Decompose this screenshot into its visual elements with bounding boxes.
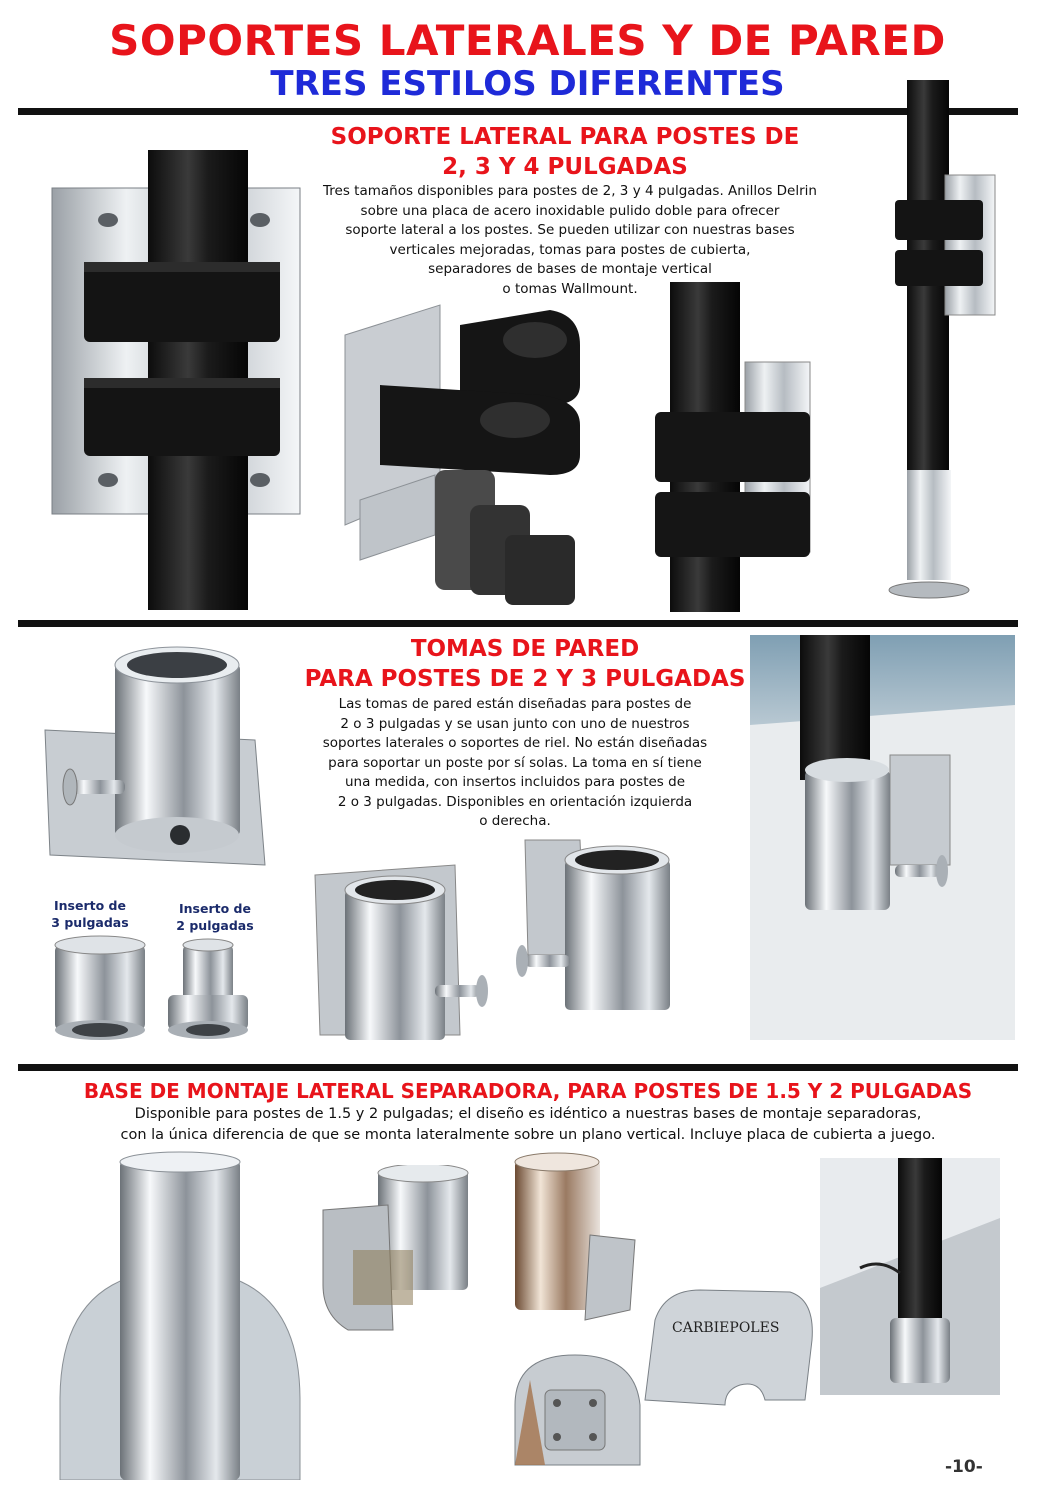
section2-line: para soportar un poste por sí solas. La toma en sí tiene xyxy=(328,754,702,771)
photo-side-bracket-front xyxy=(40,150,320,610)
photo-insert-3 xyxy=(45,935,155,1045)
page-title: SOPORTES LATERALES Y DE PARED xyxy=(109,16,946,65)
insert-2-label-line1: Inserto de xyxy=(179,901,251,916)
section2-line: o derecha. xyxy=(479,813,551,829)
photo-insert-2 xyxy=(158,935,258,1045)
section2-description xyxy=(280,695,750,832)
cover-plate-logo: CARBIEPOLES xyxy=(672,1320,780,1336)
photo-wall-socket-in-use xyxy=(750,635,1015,1040)
photo-side-mount-base xyxy=(55,1150,305,1480)
photo-side-mount-angled xyxy=(318,1165,483,1340)
section3-description xyxy=(18,1104,1038,1146)
section1-title-line2: 2, 3 Y 4 PULGADAS xyxy=(442,154,688,180)
photo-bracket-on-pole xyxy=(655,282,825,612)
section2-line: 2 o 3 pulgadas. Disponibles en orientación izquierda xyxy=(337,793,693,810)
section1-line: soporte lateral a los postes. Se pueden utilizar con nuestras bases xyxy=(345,222,795,238)
section1-line: Tres tamaños disponibles para postes de 2, 3 y 4 pulgadas. Anillos Delrin xyxy=(323,183,817,199)
section3-title: BASE DE MONTAJE LATERAL SEPARADORA, PARA POSTES DE 1.5 Y 2 PULGADAS xyxy=(83,1079,973,1103)
photo-mounting-plate xyxy=(505,1345,655,1475)
section1-line: separadores de bases de montaje vertical xyxy=(428,261,712,277)
insert-3-label-line1: Inserto de xyxy=(54,898,126,913)
page-subtitle: TRES ESTILOS DIFERENTES xyxy=(270,64,785,104)
section1-line: sobre una placa de acero inoxidable pulido doble para ofrecer xyxy=(360,202,780,219)
photo-two-wall-sockets xyxy=(310,835,710,1055)
section2-line: una medida, con insertos incluidos para postes de xyxy=(344,774,686,790)
photo-wall-socket xyxy=(40,640,280,885)
divider-bottom xyxy=(18,1064,1018,1071)
section2-line: Las tomas de pared están diseñadas para postes de xyxy=(338,696,692,712)
photo-installed-side-mount xyxy=(820,1158,1000,1395)
page-number: -10- xyxy=(945,1457,983,1477)
divider-middle xyxy=(18,620,1018,627)
insert-3-label-line2: 3 pulgadas xyxy=(51,915,129,930)
insert-3-label xyxy=(40,897,140,931)
photo-tall-pole xyxy=(885,80,1010,610)
photo-base-bronze xyxy=(505,1150,645,1330)
section2-title-line2: PARA POSTES DE 2 Y 3 PULGADAS xyxy=(304,666,746,692)
section2-title-line1: TOMAS DE PARED xyxy=(410,636,640,662)
section3-line: con la única diferencia de que se monta lateralmente sobre un plano vertical. Incluye placa de cubierta a juego. xyxy=(120,1127,936,1143)
section1-title-line1: SOPORTE LATERAL PARA POSTES DE xyxy=(330,124,800,150)
insert-2-label-line2: 2 pulgadas xyxy=(176,918,254,933)
insert-2-label xyxy=(165,900,265,934)
section3-line: Disponible para postes de 1.5 y 2 pulgadas; el diseño es idéntico a nuestras bases de montaje separadoras, xyxy=(134,1106,922,1122)
section1-line: o tomas Wallmount. xyxy=(502,280,638,297)
divider-top xyxy=(18,108,1018,115)
section1-title xyxy=(300,122,830,182)
section1-line: verticales mejoradas, tomas para postes de cubierta, xyxy=(389,241,751,258)
section2-line: 2 o 3 pulgadas y se usan junto con uno de nuestros xyxy=(340,715,690,732)
photo-bracket-parts xyxy=(340,295,590,615)
section2-title xyxy=(300,634,750,694)
photo-cover-plate xyxy=(640,1280,820,1410)
section2-line: soportes laterales o soportes de riel. No están diseñadas xyxy=(322,735,708,751)
